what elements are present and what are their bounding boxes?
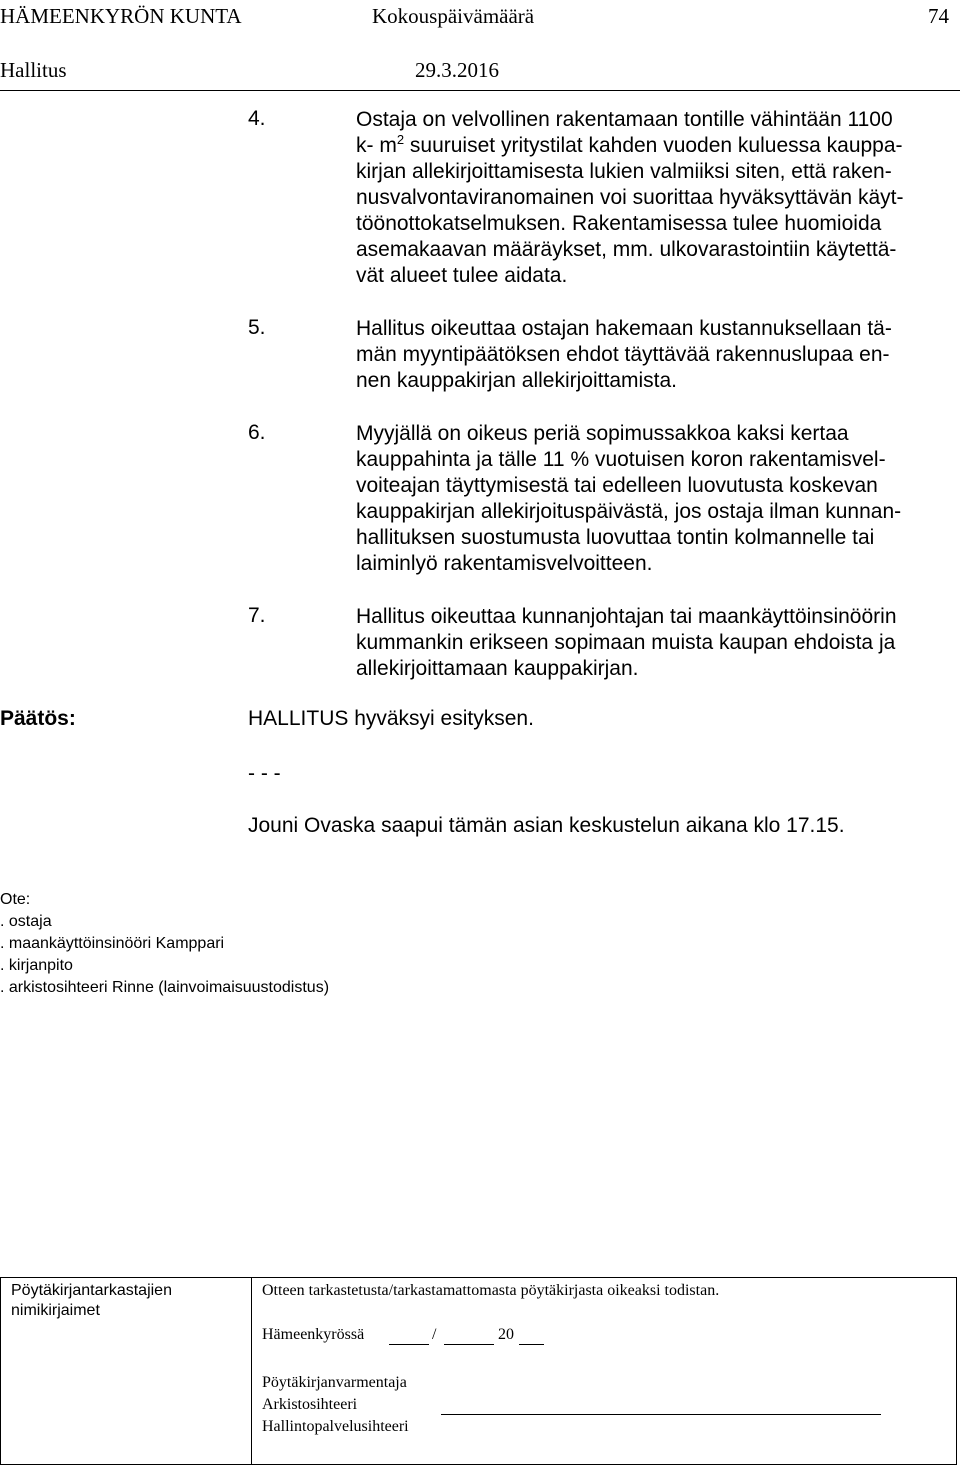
item-line: kauppakirjan allekirjoituspäivästä, jos ostaja ilman kunnan- bbox=[356, 500, 902, 523]
inspector-label-line1: Pöytäkirjantarkastajien bbox=[11, 1282, 172, 1299]
item-line: nusvalvontaviranomainen voi suorittaa hyväksyttävän käyt- bbox=[356, 186, 904, 209]
page-number: 74 bbox=[928, 4, 949, 28]
certification-box bbox=[0, 1277, 957, 1465]
extract-recipient: . ostaja bbox=[0, 913, 52, 930]
signer-role: Arkistosihteeri bbox=[262, 1396, 358, 1413]
year-blank bbox=[519, 1344, 544, 1345]
date-slash: / bbox=[432, 1326, 437, 1343]
item-line: Hallitus oikeuttaa ostajan hakemaan kustannuksellaan tä- bbox=[356, 317, 892, 340]
item-line: Myyjällä on oikeus periä sopimussakkoa kaksi kertaa bbox=[356, 422, 849, 445]
item-line: hallituksen suostumusta luovuttaa tontin kolmannelle tai bbox=[356, 526, 875, 549]
item-number: 6. bbox=[248, 421, 266, 444]
area-superscript: 2 bbox=[396, 132, 405, 147]
decision-note: Jouni Ovaska saapui tämän asian keskustelun aikana klo 17.15. bbox=[248, 814, 845, 837]
item-line: nen kauppakirjan allekirjoittamista. bbox=[356, 369, 677, 392]
area-prefix: k- m bbox=[356, 134, 397, 157]
item-line: Ostaja on velvollinen rakentamaan tontille vähintään 1100 bbox=[356, 108, 893, 131]
item-number: 4. bbox=[248, 107, 266, 130]
item-line: asemakaavan määräykset, mm. ulkovarastointiin käytettä- bbox=[356, 238, 897, 261]
item-line: kummankin erikseen sopimaan muista kaupan ehdoista ja bbox=[356, 631, 896, 654]
certification-box-divider bbox=[251, 1278, 252, 1464]
meeting-date: 29.3.2016 bbox=[415, 58, 499, 82]
body-name: Hallitus bbox=[0, 58, 67, 82]
item-line: allekirjoittamaan kauppakirjan. bbox=[356, 657, 639, 680]
extract-recipient: . arkistosihteeri Rinne (lainvoimaisuustodistus) bbox=[0, 979, 330, 996]
header-divider bbox=[0, 90, 960, 91]
item-line: kauppahinta ja tälle 11 % vuotuisen koron rakentamisvel- bbox=[356, 448, 886, 471]
decision-separator: - - - bbox=[248, 762, 281, 785]
item-line bbox=[356, 133, 903, 159]
inspector-label-line2: nimikirjaimet bbox=[11, 1302, 100, 1319]
item-line: vät alueet tulee aidata. bbox=[356, 264, 568, 287]
month-blank bbox=[444, 1344, 494, 1345]
item-line: laiminlyö rakentamisvelvoitteen. bbox=[356, 552, 653, 575]
day-blank bbox=[389, 1344, 429, 1345]
decision-text: HALLITUS hyväksyi esityksen. bbox=[248, 707, 534, 730]
certify-statement: Otteen tarkastetusta/tarkastamattomasta pöytäkirjasta oikeaksi todistan. bbox=[262, 1282, 720, 1299]
organization-name: HÄMEENKYRÖN KUNTA bbox=[0, 4, 242, 28]
item-line: töönottokatselmuksen. Rakentamisessa tulee huomioida bbox=[356, 212, 882, 235]
area-line-rest: suuruiset yritystilat kahden vuoden kuluessa kauppa- bbox=[409, 134, 903, 157]
signature-line bbox=[441, 1414, 881, 1415]
item-number: 7. bbox=[248, 604, 266, 627]
item-number: 5. bbox=[248, 316, 266, 339]
extract-title: Ote: bbox=[0, 891, 31, 908]
item-line: män myyntipäätöksen ehdot täyttävää rakennuslupaa en- bbox=[356, 343, 890, 366]
extract-recipient: . kirjanpito bbox=[0, 957, 73, 974]
item-line: kirjan allekirjoittamisesta lukien valmiiksi siten, että raken- bbox=[356, 160, 892, 183]
signer-role: Pöytäkirjanvarmentaja bbox=[262, 1374, 407, 1391]
year-prefix: 20 bbox=[498, 1326, 514, 1343]
decision-label: Päätös: bbox=[0, 707, 76, 730]
item-line: Hallitus oikeuttaa kunnanjohtajan tai maankäyttöinsinöörin bbox=[356, 605, 897, 628]
meeting-date-label: Kokouspäivämäärä bbox=[372, 4, 535, 28]
place-label: Hämeenkyrössä bbox=[262, 1326, 365, 1343]
signer-role: Hallintopalvelusihteeri bbox=[262, 1418, 409, 1435]
item-line: voiteajan täyttymisestä tai edelleen luovutusta koskevan bbox=[356, 474, 878, 497]
extract-recipient: . maankäyttöinsinööri Kamppari bbox=[0, 935, 225, 952]
